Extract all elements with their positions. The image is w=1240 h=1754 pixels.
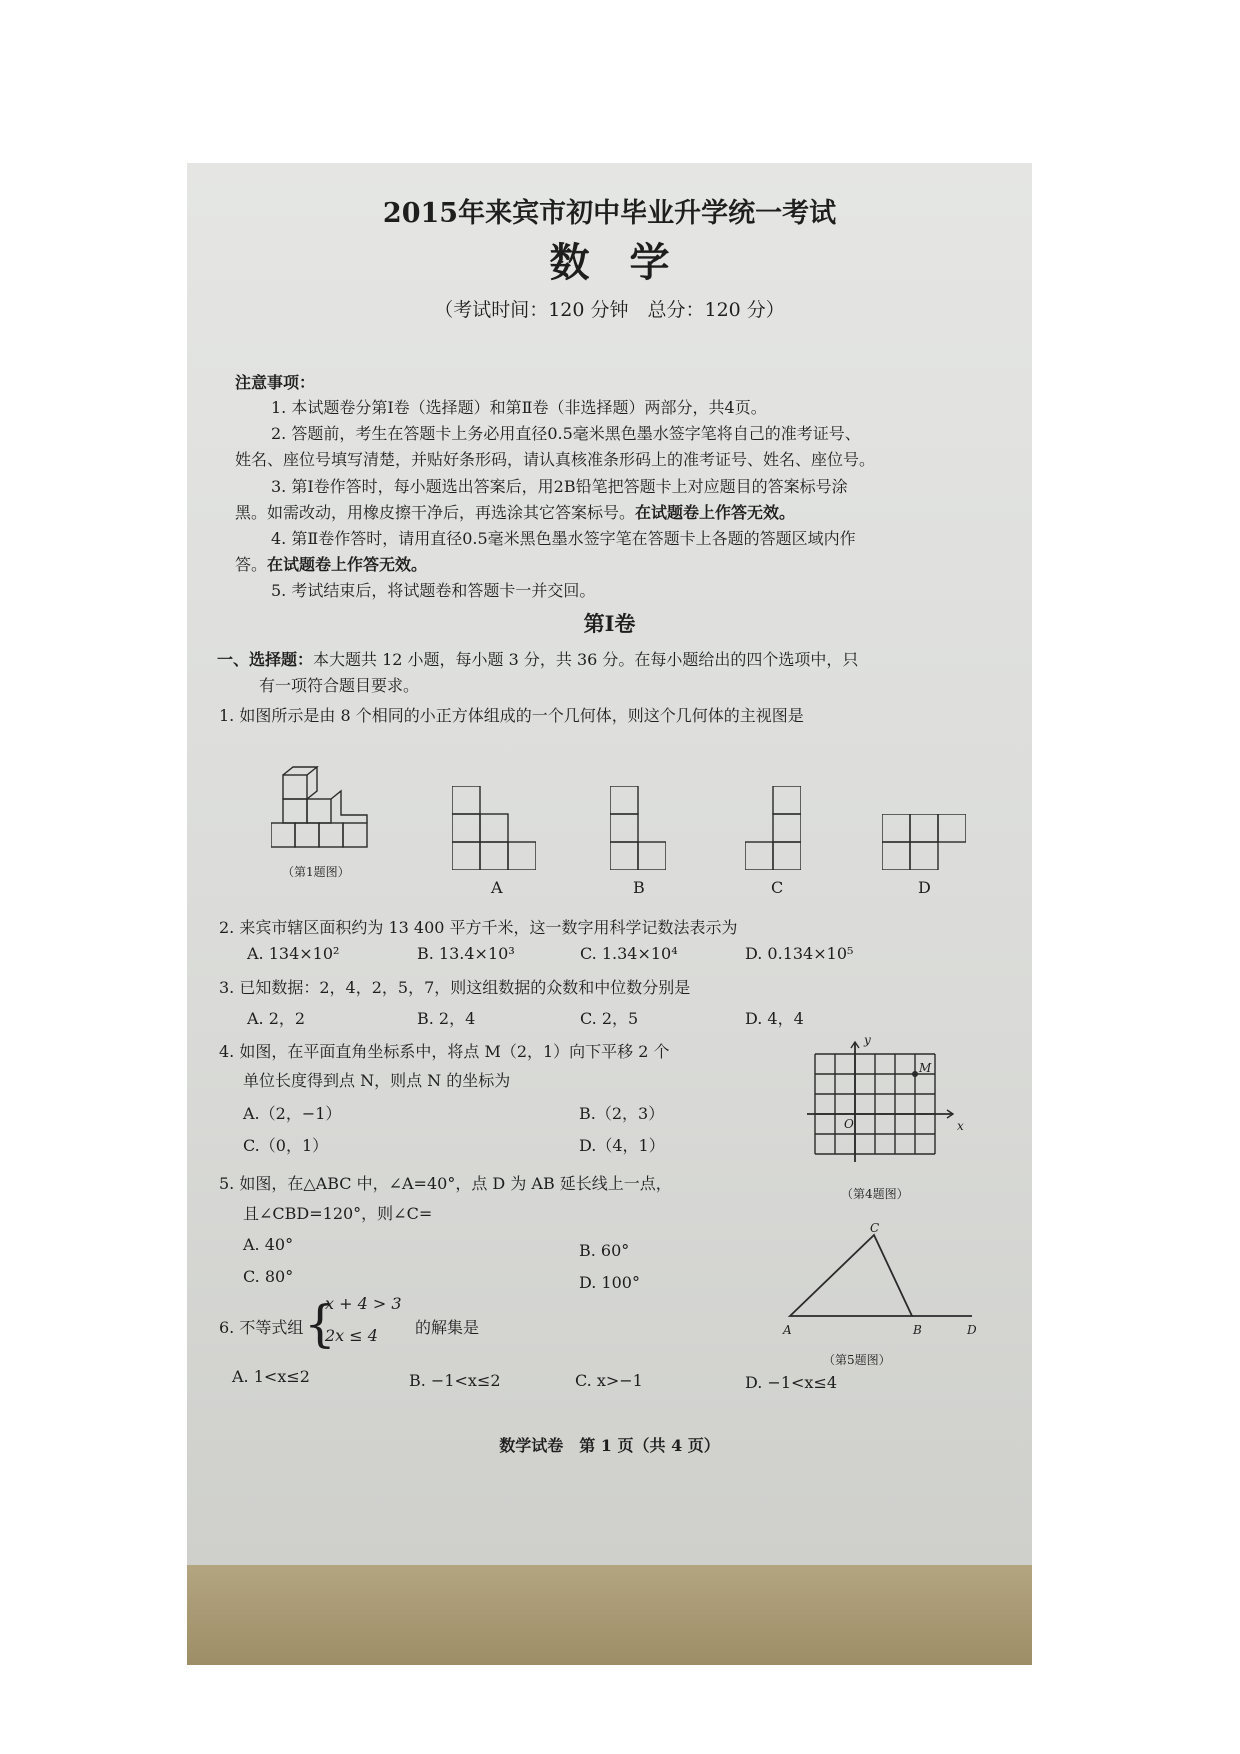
q1-label-d: D <box>918 878 931 897</box>
exam-photo <box>187 163 1032 1665</box>
q4-point-label: M <box>919 1061 932 1075</box>
q5-option-b: B. 60° <box>579 1241 630 1260</box>
section-title: 第Ⅰ卷 <box>583 611 636 636</box>
q6-brace: { <box>304 1295 336 1353</box>
q5-point-b: B <box>913 1323 922 1337</box>
q5-stem-cont: 且∠CBD=120°，则∠C= <box>243 1204 433 1223</box>
q5-point-a: A <box>783 1323 792 1337</box>
q3-option-d: D. 4，4 <box>745 1009 804 1028</box>
q1-figure-caption: （第1题图） <box>282 865 350 879</box>
q3-option-b: B. 2，4 <box>417 1009 476 1028</box>
section-intro: 一、选择题：本大题共 12 小题，每小题 3 分，共 36 分。在每小题给出的四个选项中，只 <box>217 650 859 669</box>
note-line: 1. 本试题卷分第Ⅰ卷（选择题）和第Ⅱ卷（非选择题）两部分，共4页。 <box>271 398 767 417</box>
q1-stem: 1. 如图所示是由 8 个相同的小正方体组成的一个几何体，则这个几何体的主视图是 <box>219 706 804 725</box>
note-line: 4. 第Ⅱ卷作答时，请用直径0.5毫米黑色墨水签字笔在答题卡上各题的答题区域内作 <box>271 529 856 548</box>
q6-option-d: D. −1<x≤4 <box>745 1373 838 1392</box>
q5-point-d: D <box>967 1323 977 1337</box>
exam-meta: （考试时间：120 分钟 总分：120 分） <box>434 299 785 321</box>
desk-surface <box>187 1565 1032 1665</box>
note-line: 姓名、座位号填写清楚，并贴好条形码，请认真核准条形码上的准考证号、姓名、座位号。 <box>235 450 876 469</box>
q1-label-a: A <box>491 878 503 897</box>
q6-option-b: B. −1<x≤2 <box>409 1371 501 1390</box>
q2-option-b: B. 13.4×10³ <box>417 944 515 963</box>
q1-option-a-figure <box>452 786 536 870</box>
q4-option-b: B.（2，3） <box>579 1104 665 1123</box>
q1-option-b-figure <box>610 786 666 870</box>
section-intro-cont: 有一项符合题目要求。 <box>259 676 420 695</box>
exam-paper <box>187 163 1032 1565</box>
exam-title: 2015年来宾市初中毕业升学统一考试 <box>382 198 837 229</box>
q5-point-c: C <box>870 1221 880 1235</box>
q1-label-b: B <box>633 878 645 897</box>
note-line: 5. 考试结束后，将试题卷和答题卡一并交回。 <box>271 581 596 600</box>
q6-option-c: C. x>−1 <box>575 1371 643 1390</box>
q4-option-c: C.（0，1） <box>243 1136 329 1155</box>
q4-option-d: D.（4，1） <box>579 1136 665 1155</box>
q3-option-a: A. 2，2 <box>247 1009 306 1028</box>
note-line: 3. 第Ⅰ卷作答时，每小题选出答案后，用2B铅笔把答题卡上对应题目的答案标号涂 <box>271 477 848 496</box>
q4-coordinate-grid <box>807 1038 959 1168</box>
q2-option-c: C. 1.34×10⁴ <box>580 944 678 963</box>
q5-figure-caption: （第5题图） <box>823 1353 891 1367</box>
q4-origin-label: O <box>844 1117 854 1131</box>
q1-option-c-figure <box>745 786 801 870</box>
q6-prefix: 6. 不等式组 <box>219 1318 304 1337</box>
note-line: 答。在试题卷上作答无效。 <box>235 555 428 574</box>
q5-triangle-figure <box>782 1223 992 1323</box>
q5-option-d: D. 100° <box>579 1273 640 1292</box>
note-line: 2. 答题前，考生在答题卡上务必用直径0.5毫米黑色墨水签字笔将自己的准考证号、 <box>271 424 861 443</box>
page-footer: 数学试卷 第 1 页（共 4 页） <box>499 1436 720 1455</box>
q3-stem: 3. 已知数据：2，4，2，5，7，则这组数据的众数和中位数分别是 <box>219 978 691 997</box>
q5-option-c: C. 80° <box>243 1267 294 1286</box>
q4-axis-x-label: x <box>957 1119 964 1133</box>
q4-axis-y-label: y <box>864 1033 871 1047</box>
q5-stem: 5. 如图，在△ABC 中，∠A=40°，点 D 为 AB 延长线上一点， <box>219 1174 672 1193</box>
q4-stem-cont: 单位长度得到点 N，则点 N 的坐标为 <box>243 1071 511 1090</box>
q4-figure-caption: （第4题图） <box>841 1187 909 1201</box>
q4-stem: 4. 如图，在平面直角坐标系中，将点 M（2，1）向下平移 2 个 <box>219 1042 670 1061</box>
q6-suffix: 的解集是 <box>415 1318 480 1337</box>
q4-option-a: A.（2，−1） <box>243 1104 342 1123</box>
q6-inequality-2: 2x ≤ 4 <box>325 1326 378 1345</box>
notes-heading: 注意事项： <box>235 373 316 392</box>
q6-inequality-1: x + 4 > 3 <box>325 1294 402 1313</box>
q1-solid-figure <box>271 763 371 855</box>
q6-option-a: A. 1<x≤2 <box>232 1367 310 1386</box>
q2-option-a: A. 134×10² <box>247 944 340 963</box>
exam-subject: 数学 <box>549 239 710 286</box>
q2-option-d: D. 0.134×10⁵ <box>745 944 854 963</box>
q2-stem: 2. 来宾市辖区面积约为 13 400 平方千米，这一数字用科学记数法表示为 <box>219 918 738 937</box>
q1-label-c: C <box>771 878 784 897</box>
q1-option-d-figure <box>882 814 966 870</box>
note-line: 黑。如需改动，用橡皮擦干净后，再选涂其它答案标号。在试题卷上作答无效。 <box>235 503 796 522</box>
q5-option-a: A. 40° <box>243 1235 294 1254</box>
q3-option-c: C. 2，5 <box>580 1009 639 1028</box>
